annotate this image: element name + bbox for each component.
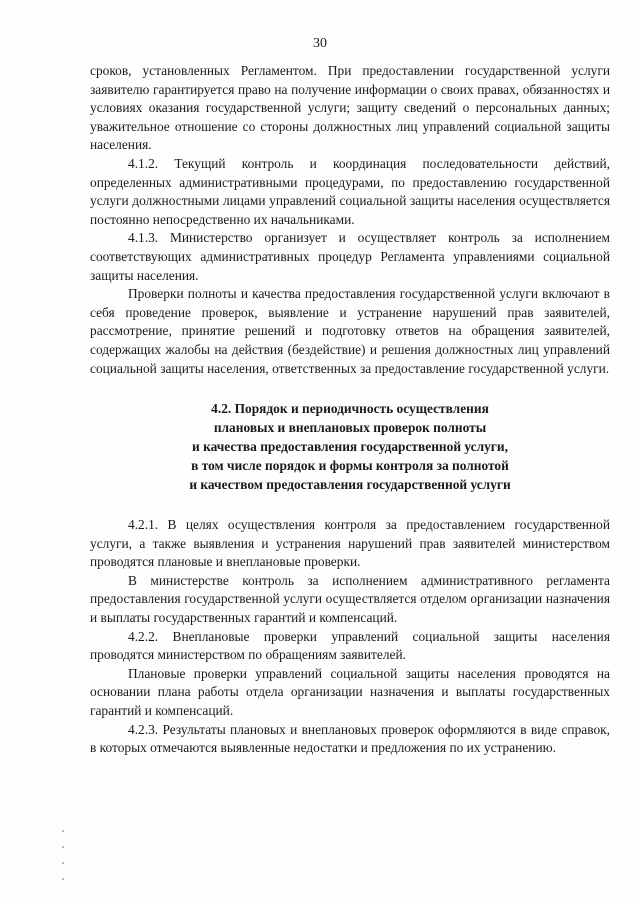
paragraph-checks-scope: Проверки полноты и качества предоставления государственной услуги включают в себя проведение проверок, выявление и устранение нарушений прав заявителей, рассмотрение, принятие решений и подготовку ответов на обращения заявителей, содержащих жалобы на действия (бездействие) и решения должностных лиц управлений социальной защиты населения, ответственных за предоставление государственной услуги. <box>90 286 610 376</box>
paragraph-4-2-3: 4.2.3. Результаты плановых и внеплановых проверок оформляются в виде справок, в которых отмечаются выявленные недостатки и предложения по их устранению. <box>90 721 610 756</box>
heading-line: и качества предоставления государственной услуги, <box>192 439 508 455</box>
page-number: 30 <box>313 36 327 51</box>
paragraph-4-2-1: 4.2.1. В целях осуществления контроля за предоставлением государственной услуги, а также выявления и устранения нарушений прав заявителей министерством проводятся плановые и внеплановые проверки. <box>90 517 610 570</box>
heading-line: и качеством предоставления государственной услуги <box>189 477 511 493</box>
section-heading-4-2 <box>90 399 610 494</box>
paragraph-ministry-control: В министерстве контроль за исполнением административного регламента предоставления государственной услуги осуществляется отделом организации назначения и выплаты государственных гарантий и компенсаций. <box>90 572 610 626</box>
heading-line: плановых и внеплановых проверок полноты <box>213 420 487 436</box>
heading-line: 4.2. Порядок и периодичность осуществления <box>211 401 489 417</box>
scan-margin-marks <box>62 830 66 890</box>
paragraph-4-1-3: 4.1.3. Министерство организует и осуществляет контроль за исполнением соответствующих административных процедур Регламента управлениями социальной защиты населения. <box>90 230 610 283</box>
document-body <box>90 62 610 758</box>
paragraph-planned-checks: Плановые проверки управлений социальной защиты населения проводятся на основании плана работы отдела организации назначения и выплаты государственных гарантий и компенсаций. <box>90 665 610 719</box>
heading-line: в том числе порядок и формы контроля за полнотой <box>191 458 509 474</box>
paragraph-4-2-2: 4.2.2. Внеплановые проверки управлений социальной защиты населения проводятся министерством по обращениям заявителей. <box>90 628 610 663</box>
paragraph-continuation: сроков, установленных Регламентом. При предоставлении государственной услуги заявителю гарантируется право на получение информации о своих правах, обязанностях и условиях оказания государственной услуги; защиту сведений о персональных данных; уважительное отношение со стороны должностных лиц управлений социальной защиты населения. <box>90 63 610 153</box>
paragraph-4-1-2: 4.1.2. Текущий контроль и координация последовательности действий, определенных административными процедурами, по предоставлению государственной услуги должностными лицами управлений социальной защиты населения осуществляется постоянно непосредственно их начальниками. <box>90 155 610 227</box>
